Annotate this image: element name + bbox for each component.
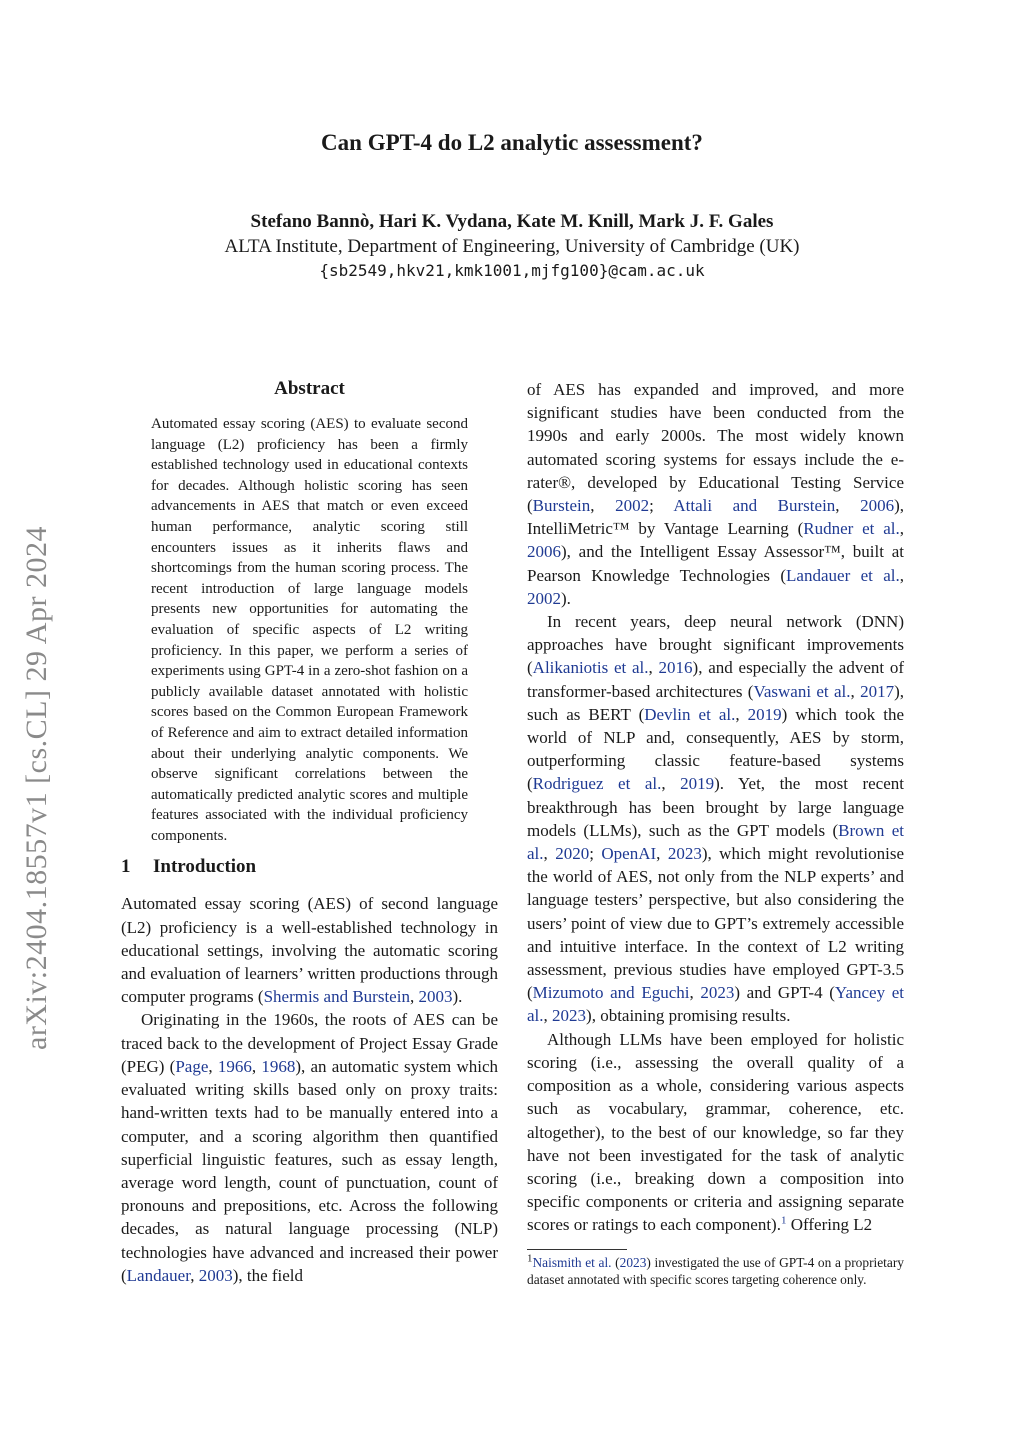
citation-link[interactable]: 2023 bbox=[619, 1254, 647, 1270]
text-span: ), and especially the advent of transformer-based architectures ( bbox=[527, 658, 905, 701]
citation-link[interactable]: 2017 bbox=[860, 681, 895, 701]
citation-link[interactable]: Naismith et al. bbox=[532, 1254, 612, 1270]
text-span: , bbox=[543, 1006, 553, 1026]
text-span: , bbox=[208, 1056, 218, 1076]
footnote-divider bbox=[527, 1249, 627, 1250]
text-span: In recent years, deep neural network (DNN) approaches have brought significant improvements ( bbox=[527, 612, 904, 678]
abstract-heading: Abstract bbox=[274, 378, 345, 399]
text-span: , bbox=[409, 987, 419, 1007]
intro-paragraph-1 bbox=[121, 892, 498, 1008]
text-span: , bbox=[899, 519, 904, 539]
citation-link[interactable]: 1968 bbox=[261, 1056, 296, 1076]
author-list: Stefano Bannò, Hari K. Vydana, Kate M. Knill, Mark J. F. Gales bbox=[250, 211, 774, 232]
citation-link[interactable]: 2023 bbox=[552, 1006, 587, 1026]
text-span: ), and the Intelligent Essay Assessor™, built at Pearson Knowledge Technologies ( bbox=[527, 542, 904, 585]
text-span: , bbox=[835, 496, 861, 516]
citation-link[interactable]: 1966 bbox=[217, 1056, 252, 1076]
text-span: , bbox=[190, 1265, 199, 1285]
text-span: , bbox=[251, 1056, 262, 1076]
text-span: Originating in the 1960s, the roots of AES can be traced back to the development of Project Essay Grade (PEG) ( bbox=[121, 1010, 498, 1076]
right-column bbox=[527, 378, 904, 1288]
text-span: ) bbox=[646, 1254, 651, 1270]
citation-link[interactable]: Page bbox=[175, 1056, 209, 1076]
text-span: ; bbox=[649, 496, 674, 516]
section-number: 1 bbox=[121, 856, 131, 878]
citation-link[interactable]: Burstein bbox=[532, 496, 591, 516]
intro-paragraph-2 bbox=[121, 1008, 498, 1286]
text-span: ). bbox=[452, 987, 463, 1007]
text-span: ) and GPT-4 ( bbox=[734, 983, 835, 1003]
text-span: , bbox=[648, 658, 659, 678]
text-span: , bbox=[543, 844, 556, 864]
text-span: of AES has expanded and improved, and more significant studies have been conducted from the 1990s and early 2000s. The most widely known automated scoring systems for essays include the e-rater®, developed by Educational Testing Service ( bbox=[527, 380, 904, 516]
text-span: , bbox=[590, 496, 616, 516]
citation-link[interactable]: Vaswani et al. bbox=[753, 681, 851, 701]
citation-link[interactable]: 2006 bbox=[860, 496, 895, 516]
affiliation: ALTA Institute, Department of Engineering, University of Cambridge (UK) bbox=[224, 236, 800, 257]
citation-link[interactable]: Yancey et al. bbox=[527, 983, 904, 1026]
citation-link[interactable]: OpenAI bbox=[601, 844, 657, 864]
text-span: ( bbox=[611, 1254, 620, 1270]
text-span: ), the field bbox=[232, 1265, 304, 1285]
citation-link[interactable]: Attali and Burstein bbox=[673, 496, 836, 516]
text-span: ), an automatic system which evaluated writing skills based only on proxy traits: hand-written texts had to be manually entered into a computer, and a scoring algorithm then quantified superficial linguistic features, such as essay length, average word length, count of punctuation, count of pronouns and prepositions, etc. Across the following decades, as natural language processing (NLP) technologies have advanced and increased their power ( bbox=[121, 1056, 498, 1285]
text-span: , bbox=[850, 681, 861, 701]
section-title: Introduction bbox=[153, 856, 257, 878]
intro-paragraph-4 bbox=[527, 610, 904, 1028]
footnote-text: investigated the use of GPT-4 on a proprietary dataset annotated with specific scores targeting coherence only. bbox=[527, 1254, 905, 1287]
footnote bbox=[527, 1254, 904, 1288]
citation-link[interactable]: Shermis and Burstein bbox=[263, 987, 410, 1007]
citation-link[interactable]: Rodriguez et al. bbox=[532, 774, 662, 794]
citation-link[interactable]: 2019 bbox=[747, 704, 782, 724]
text-span: ), which might revolutionise the world of AES, not only from the NLP experts’ and language testers’ perspective, but also considering the users’ point of view due to GPT’s extremely accessible and intuitive interface. In the context of L2 writing assessment, previous studies have employed GPT-3.5 ( bbox=[527, 844, 905, 1003]
citation-link[interactable]: 2019 bbox=[680, 774, 715, 794]
section-heading-introduction bbox=[121, 856, 498, 878]
citation-link[interactable]: 2006 bbox=[527, 542, 561, 562]
citation-link[interactable]: 2003 bbox=[418, 987, 453, 1007]
citation-link[interactable]: 2023 bbox=[700, 983, 735, 1003]
intro-paragraph-5 bbox=[527, 1028, 904, 1237]
text-span: ). bbox=[561, 588, 571, 608]
arxiv-stamp: arXiv:2404.18557v1 [cs.CL] 29 Apr 2024 bbox=[20, 526, 53, 1050]
text-span: , bbox=[661, 774, 681, 794]
citation-link[interactable]: Devlin et al. bbox=[644, 704, 736, 724]
citation-link[interactable]: Brown et al. bbox=[527, 820, 904, 864]
footnote-number: 1 bbox=[527, 1252, 533, 1265]
text-span: , bbox=[689, 983, 701, 1003]
text-span: Automated essay scoring (AES) of second language (L2) proficiency is a well-established technology in educational settings, involving the automatic scoring and evaluation of learners’ written productions through computer programs ( bbox=[121, 894, 498, 1007]
citation-link[interactable]: Rudner et al. bbox=[803, 519, 900, 539]
text-span: ), such as BERT ( bbox=[527, 681, 904, 724]
citation-link[interactable]: Alikaniotis et al. bbox=[532, 658, 649, 678]
text-span: , bbox=[899, 565, 904, 585]
left-column bbox=[121, 378, 498, 1287]
paper-title: Can GPT-4 do L2 analytic assessment? bbox=[321, 130, 703, 155]
footnote-marker[interactable]: 1 bbox=[780, 1214, 787, 1227]
author-emails: {sb2549,hkv21,kmk1001,mjfg100}@cam.ac.uk bbox=[319, 261, 705, 280]
text-span: Although LLMs have been employed for holistic scoring (i.e., assessing the overall quality of a composition as a whole, considering various aspects such as vocabulary, grammar, coherence, etc. altogether), to the best of our knowledge, so far they have not been investigated for the task of analytic scoring (i.e., breaking down a composition into specific components or criteria and assigning separate scores or ratings to each component). bbox=[527, 1029, 904, 1235]
text-span: ; bbox=[589, 844, 602, 864]
intro-paragraph-3 bbox=[527, 378, 904, 610]
text-span: , bbox=[735, 704, 748, 724]
citation-link[interactable]: 2002 bbox=[615, 496, 650, 516]
text-span: , bbox=[656, 844, 668, 864]
citation-link[interactable]: 2020 bbox=[555, 844, 590, 864]
text-span: Offering L2 bbox=[786, 1215, 873, 1235]
citation-link[interactable]: 2003 bbox=[198, 1265, 233, 1285]
text-span: ), IntelliMetric™ by Vantage Learning ( bbox=[527, 496, 904, 539]
citation-link[interactable]: Landauer bbox=[126, 1265, 191, 1285]
text-span: ), obtaining promising results. bbox=[586, 1006, 791, 1026]
citation-link[interactable]: 2002 bbox=[527, 588, 561, 608]
citation-link[interactable]: Mizumoto and Eguchi bbox=[532, 983, 690, 1003]
text-span: ) which took the world of NLP and, consequently, AES by storm, outperforming classic feature-based systems ( bbox=[527, 704, 904, 794]
citation-link[interactable]: 2023 bbox=[667, 844, 702, 864]
abstract-text: Automated essay scoring (AES) to evaluate second language (L2) proficiency has been a firmly established technology used in educational contexts for decades. Although holistic scoring has seen advancements in AES that match or even exceed human performance, analytic scoring still encounters issues as it inherits flaws and shortcomings from the human scoring process. The recent introduction of large language models presents new opportunities for automating the evaluation of specific aspects of L2 writing proficiency. In this paper, we perform a series of experiments using GPT-4 in a zero-shot fashion on a publicly available dataset annotated with holistic scores based on the Common European Framework of Reference and aim to extract detailed information about their underlying analytic components. We observe significant correlations between the automatically predicted analytic scores and multiple features associated with the individual proficiency components. bbox=[151, 416, 468, 844]
citation-link[interactable]: Landauer et al. bbox=[786, 565, 900, 585]
text-span: ). Yet, the most recent breakthrough has been brought by large language models (LLMs), such as the GPT models ( bbox=[527, 774, 904, 840]
citation-link[interactable]: 2016 bbox=[658, 658, 693, 678]
